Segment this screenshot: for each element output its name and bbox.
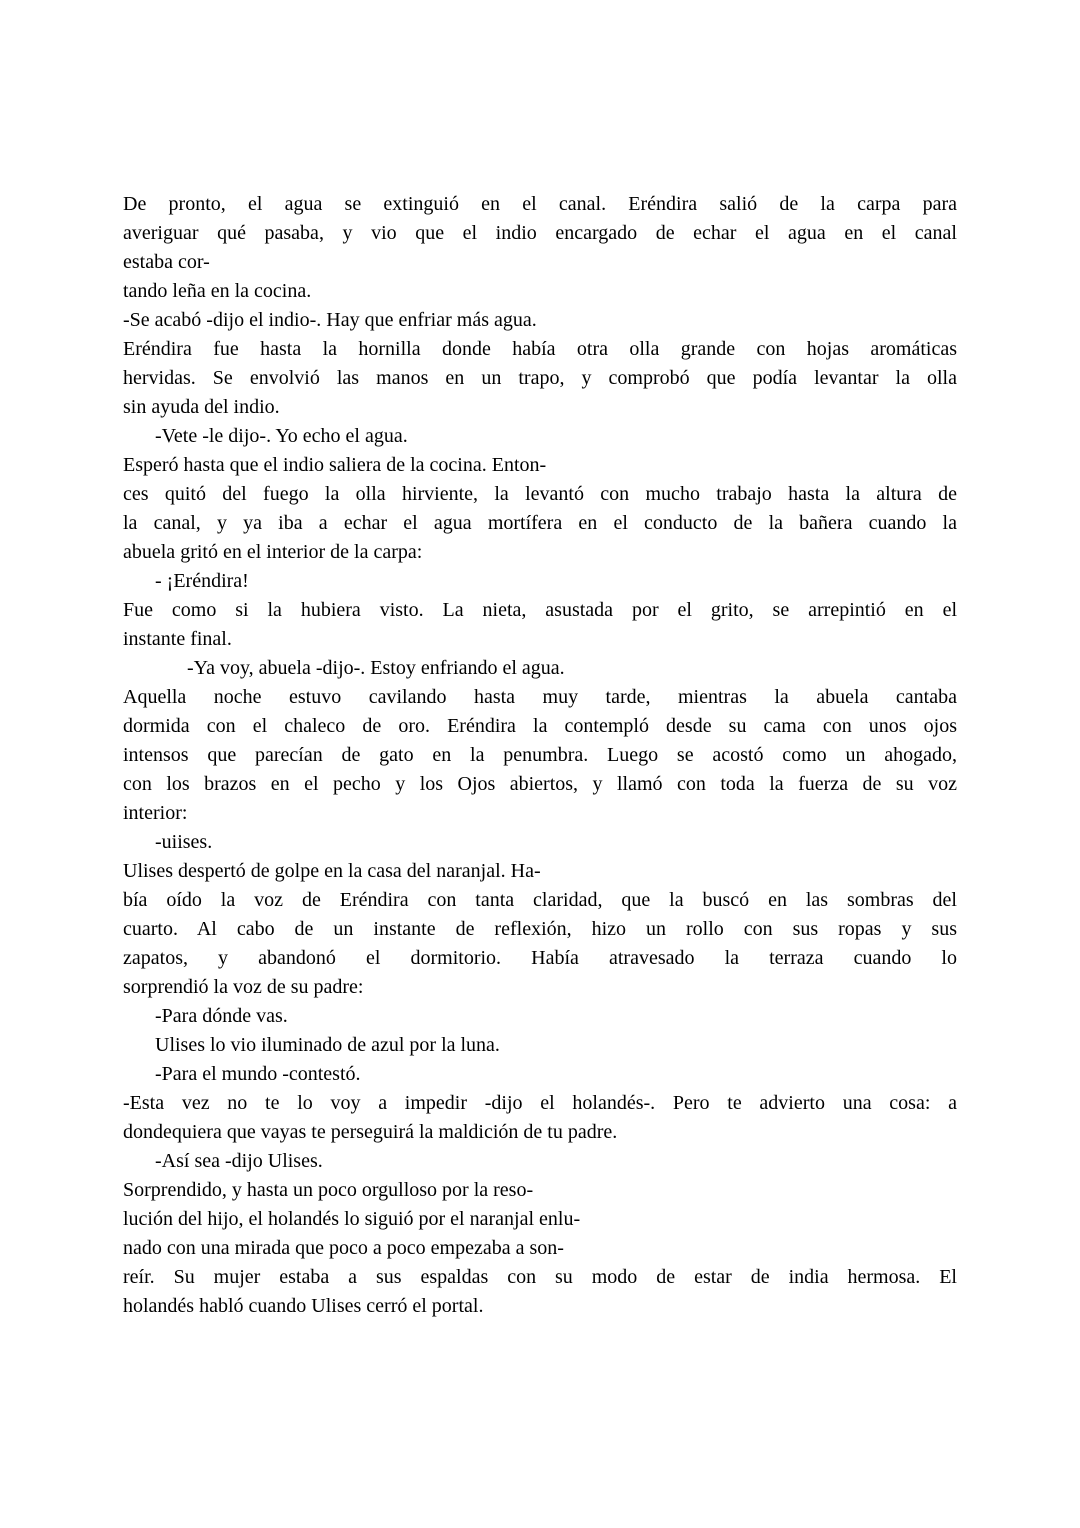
text-line: abuela gritó en el interior de la carpa:	[123, 541, 423, 563]
text-line: Fue como si la hubiera visto. La nieta, asustada por el grito, se arrepintió en el	[123, 599, 957, 621]
text-line: - ¡Eréndira!	[155, 570, 249, 592]
text-line: bía oído la voz de Eréndira con tanta claridad, que la buscó en las sombras del	[123, 889, 957, 911]
text-line: sorprendió la voz de su padre:	[123, 976, 364, 998]
text-line: Ulises lo vio iluminado de azul por la luna.	[155, 1034, 500, 1056]
text-line: lución del hijo, el holandés lo siguió por el naranjal enlu-	[123, 1208, 581, 1230]
text-line: la canal, y ya iba a echar el agua mortífera en el conducto de la bañera cuando la	[123, 512, 957, 534]
text-line: -Esta vez no te lo voy a impedir -dijo el holandés-. Pero te advierto una cosa: a	[123, 1092, 957, 1114]
text-line: -Ya voy, abuela -dijo-. Estoy enfriando el agua.	[187, 657, 565, 679]
text-line: Aquella noche estuvo cavilando hasta muy tarde, mientras la abuela cantaba	[123, 686, 957, 708]
text-line: averiguar qué pasaba, y vio que el indio encargado de echar el agua en el canal	[123, 222, 957, 244]
text-line: -Para dónde vas.	[155, 1005, 288, 1027]
text-line: instante final.	[123, 628, 232, 650]
text-line: ces quitó del fuego la olla hirviente, la levantó con mucho trabajo hasta la altura de	[123, 483, 957, 505]
text-line: con los brazos en el pecho y los Ojos abiertos, y llamó con toda la fuerza de su voz	[123, 773, 957, 795]
text-line: nado con una mirada que poco a poco empezaba a son-	[123, 1237, 564, 1259]
text-line: intensos que parecían de gato en la penumbra. Luego se acostó como un ahogado,	[123, 744, 957, 766]
document-lines	[123, 190, 957, 1321]
text-line: reír. Su mujer estaba a sus espaldas con su modo de estar de india hermosa. El	[123, 1266, 957, 1288]
text-line: Eréndira fue hasta la hornilla donde había otra olla grande con hojas aromáticas	[123, 338, 957, 360]
text-line: -uiises.	[155, 831, 213, 853]
text-line: hervidas. Se envolvió las manos en un trapo, y comprobó que podía levantar la olla	[123, 367, 957, 389]
text-line: De pronto, el agua se extinguió en el canal. Eréndira salió de la carpa para	[123, 193, 957, 215]
text-line: -Para el mundo -contestó.	[155, 1063, 361, 1085]
text-line: dormida con el chaleco de oro. Eréndira la contempló desde su cama con unos ojos	[123, 715, 957, 737]
text-line: interior:	[123, 802, 188, 824]
text-line: estaba cor-	[123, 251, 210, 273]
text-line: Sorprendido, y hasta un poco orgulloso por la reso-	[123, 1179, 534, 1201]
text-line: cuarto. Al cabo de un instante de reflexión, hizo un rollo con sus ropas y sus	[123, 918, 957, 940]
text-line: Ulises despertó de golpe en la casa del naranjal. Ha-	[123, 860, 541, 882]
text-line: zapatos, y abandonó el dormitorio. Había atravesado la terraza cuando lo	[123, 947, 957, 969]
text-line: sin ayuda del indio.	[123, 396, 280, 418]
text-line: Esperó hasta que el indio saliera de la cocina. Enton-	[123, 454, 547, 476]
text-line: tando leña en la cocina.	[123, 280, 312, 302]
text-line: -Vete -le dijo-. Yo echo el agua.	[155, 425, 408, 447]
text-line: dondequiera que vayas te perseguirá la maldición de tu padre.	[123, 1121, 618, 1143]
text-line: holandés habló cuando Ulises cerró el portal.	[123, 1295, 484, 1317]
text-line: -Se acabó -dijo el indio-. Hay que enfriar más agua.	[123, 309, 537, 331]
text-line: -Así sea -dijo Ulises.	[155, 1150, 323, 1172]
